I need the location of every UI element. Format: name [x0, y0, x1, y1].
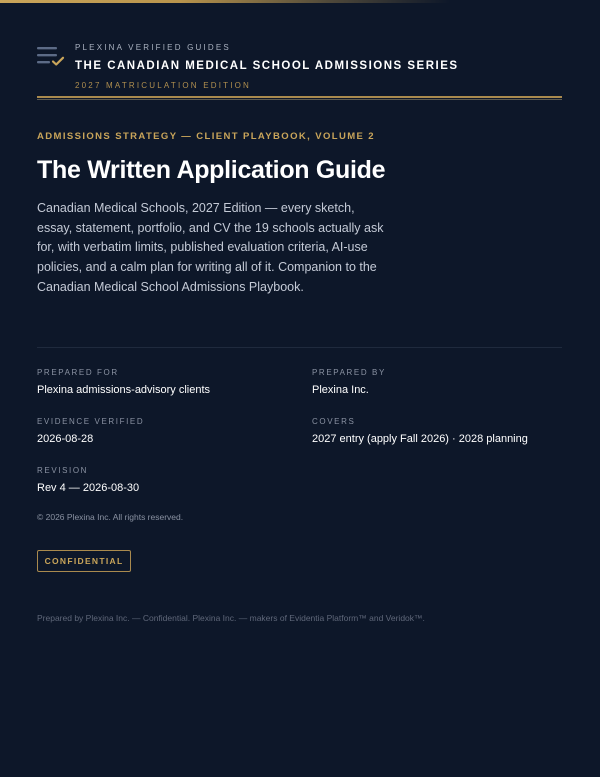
divider: [37, 347, 562, 348]
covers-value: 2027 entry (apply Fall 2026) · 2028 planning: [312, 433, 528, 445]
evidence-verified-value: 2026-08-28: [37, 433, 94, 445]
prepared-by-label: PREPARED BY: [312, 368, 386, 377]
top-accent-bar: [0, 0, 600, 3]
prepared-for-label: PREPARED FOR: [37, 368, 119, 377]
covers-label: COVERS: [312, 417, 356, 426]
page-title: The Written Application Guide: [37, 156, 386, 184]
header-rule: [37, 96, 562, 100]
footer: Prepared by Plexina Inc. — Confidential. Plexina Inc. — makers of Evidentia Platform™ and Veridok™.: [37, 613, 425, 623]
revision-value: Rev 4 — 2026-08-30: [37, 482, 140, 494]
confidential-badge: CONFIDENTIAL: [37, 550, 131, 572]
header: [37, 42, 562, 98]
prepared-for-value: Plexina admissions-advisory clients: [37, 384, 211, 396]
prepared-by-value: Plexina Inc.: [312, 384, 369, 396]
list-check-icon: [37, 44, 65, 68]
revision-label: REVISION: [37, 466, 89, 475]
kicker: ADMISSIONS STRATEGY — CLIENT PLAYBOOK, VOLUME 2: [37, 131, 375, 142]
series-title: THE CANADIAN MEDICAL SCHOOL ADMISSIONS SERIES: [75, 60, 459, 72]
description: Canadian Medical Schools, 2027 Edition — every sketch, essay, statement, portfolio, and CV the 19 schools actually ask for, with verbatim limits, published evaluation criteria, AI-use policies, and a calm plan for writing all of it. Companion to the Canadian Medical School Admissions Playbook.: [37, 201, 384, 294]
brand-block: [75, 42, 459, 91]
brand-name: PLEXINA VERIFIED GUIDES: [75, 43, 231, 52]
copyright: © 2026 Plexina Inc. All rights reserved.: [37, 512, 184, 522]
evidence-verified-label: EVIDENCE VERIFIED: [37, 417, 145, 426]
edition-label: 2027 MATRICULATION EDITION: [75, 81, 252, 90]
